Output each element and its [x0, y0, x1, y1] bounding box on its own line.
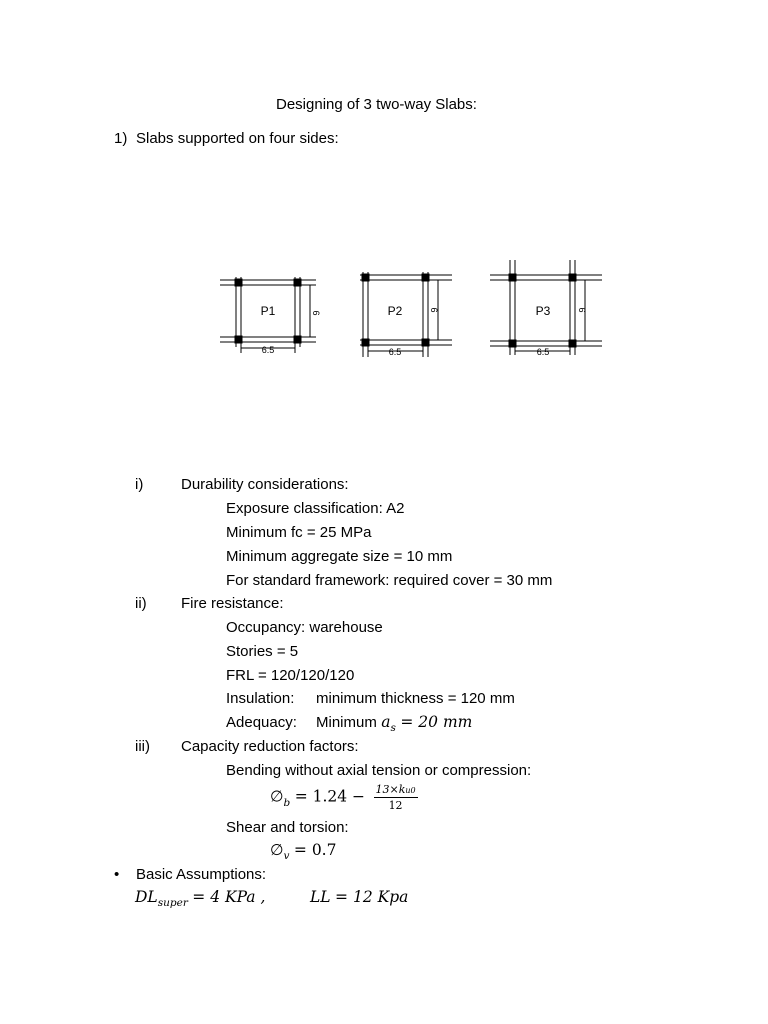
slab-panel-p2 [360, 272, 452, 357]
phi-b-formula [270, 783, 418, 812]
dl-symbol: DL [135, 888, 158, 906]
list-item: Stories = 5 [226, 643, 299, 660]
list-heading: Fire resistance: [181, 595, 284, 612]
document-title: Designing of 3 two-way Slabs: [276, 96, 477, 113]
adequacy-symbol: a [381, 713, 391, 731]
panel-width-dim: 6.5 [388, 347, 402, 357]
phi-v-subscript: v [283, 850, 290, 862]
list-heading: Capacity reduction factors: [181, 738, 359, 755]
panel-label: P3 [535, 304, 551, 318]
panel-width-dim: 6.5 [536, 347, 550, 357]
adequacy-formula [316, 713, 472, 733]
phi-v-symbol: ∅ [270, 841, 284, 859]
phi-b-subscript: b [283, 796, 291, 809]
dl-subscript: super [157, 897, 188, 909]
adequacy-value: = 20 mm [400, 713, 473, 731]
ll-value: = 12 Kpa [335, 888, 409, 906]
list-numeral: ii) [135, 595, 147, 612]
bullet: • [114, 866, 120, 883]
adequacy-label: Adequacy: [226, 714, 297, 731]
slab-panels-diagram [210, 255, 620, 365]
section-number: 1) [114, 130, 128, 147]
list-item: For standard framework: required cover = 30 mm [226, 572, 553, 589]
phi-v-formula [270, 841, 336, 861]
ll-formula [310, 888, 408, 907]
panel-width-dim: 6.5 [261, 345, 275, 355]
list-item: Occupancy: warehouse [226, 619, 383, 636]
phi-b-fraction [374, 783, 418, 812]
shear-label: Shear and torsion: [226, 819, 349, 836]
adequacy-prefix: Minimum [316, 714, 377, 731]
bending-label: Bending without axial tension or compression: [226, 762, 532, 779]
ll-symbol: LL [310, 888, 331, 906]
list-numeral: iii) [135, 738, 150, 755]
adequacy-subscript: s [390, 722, 396, 734]
phi-b-equation: = 1.24 − [294, 787, 366, 806]
insulation-label: Insulation: [226, 690, 295, 707]
numerator-text: 13×k [375, 783, 406, 796]
list-item: Exposure classification: A2 [226, 500, 405, 517]
list-item: Minimum aggregate size = 10 mm [226, 548, 453, 565]
panel-label: P2 [387, 304, 403, 318]
assumptions-heading: Basic Assumptions: [136, 866, 267, 883]
insulation-value: minimum thickness = 120 mm [316, 690, 515, 707]
numerator-subscript: u0 [405, 786, 416, 795]
phi-v-equation: = 0.7 [293, 841, 337, 859]
list-item: Minimum fc = 25 MPa [226, 524, 372, 541]
panel-height-dim: 6 [577, 307, 587, 313]
fraction-denominator: 12 [388, 799, 403, 812]
list-numeral: i) [135, 476, 144, 493]
panel-height-dim: 6 [429, 307, 439, 313]
fraction-numerator [374, 783, 418, 798]
section-heading: Slabs supported on four sides: [136, 130, 339, 147]
phi-b-symbol: ∅ [270, 787, 284, 806]
list-item: FRL = 120/120/120 [226, 667, 355, 684]
dl-formula [135, 888, 265, 908]
dl-value: = 4 KPa , [192, 888, 266, 906]
panel-height-dim: 6 [311, 310, 321, 316]
panel-label: P1 [260, 304, 276, 318]
list-heading: Durability considerations: [181, 476, 349, 493]
